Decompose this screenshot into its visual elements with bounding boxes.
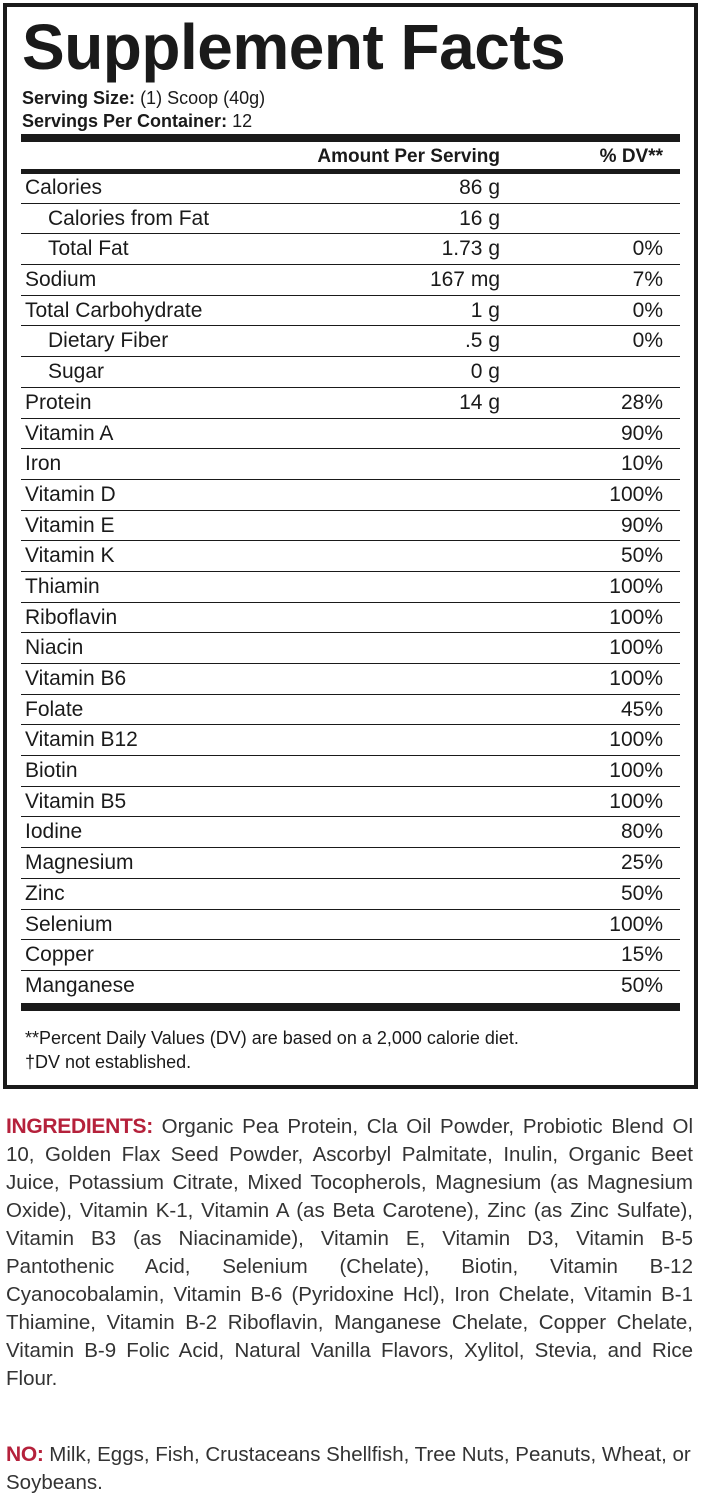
nutrient-name: Iodine [25, 820, 83, 844]
table-row [21, 971, 680, 1001]
nutrient-dv: 50% [620, 544, 663, 568]
nutrient-amount: 167 mg [429, 268, 500, 292]
table-row [21, 265, 680, 296]
panel-title: Supplement Facts [22, 11, 566, 83]
supplement-facts-panel [3, 3, 698, 1089]
nutrient-name: Sodium [25, 268, 97, 292]
table-row [21, 879, 680, 910]
nutrient-dv: 100% [609, 728, 663, 752]
nutrient-dv: 100% [609, 574, 663, 598]
nutrient-name: Selenium [25, 912, 113, 936]
nutrient-amount: 14 g [459, 390, 500, 414]
table-row [21, 910, 680, 941]
table-row [21, 695, 680, 726]
nutrient-name: Vitamin B6 [25, 667, 127, 690]
nutrient-dv: 7% [632, 268, 663, 292]
nutrient-name: Protein [25, 390, 92, 414]
table-row [21, 326, 680, 357]
nutrient-name: Sugar [48, 360, 105, 384]
divider-thick-bottom [21, 1003, 680, 1011]
nutrient-name: Magnesium [25, 851, 134, 875]
table-row [21, 633, 680, 664]
nutrient-name: Thiamin [25, 574, 100, 598]
nutrient-dv: 45% [620, 697, 663, 721]
allergen-text: Milk, Eggs, Fish, Crustaceans Shellfish, Tree Nuts, Peanuts, Wheat, or Soybeans. [6, 1443, 691, 1494]
servings-label: Servings Per Container: [22, 111, 228, 131]
nutrient-dv: 80% [620, 820, 663, 844]
table-row [21, 756, 680, 787]
table-row [21, 419, 680, 450]
nutrient-dv: 28% [620, 390, 663, 414]
nutrient-name: Vitamin A [25, 421, 114, 445]
nutrient-name: Vitamin B5 [25, 789, 127, 813]
nutrient-dv: 10% [620, 452, 663, 476]
nutrient-dv: 50% [620, 973, 663, 997]
table-row [21, 940, 680, 971]
table-row [21, 480, 680, 511]
nutrient-dv: 90% [620, 513, 663, 537]
footnote-dv: **Percent Daily Values (DV) are based on a 2,000 calorie diet. [25, 1028, 519, 1048]
serving-size [22, 87, 265, 109]
allergen-block [6, 1441, 693, 1497]
allergen-label: NO: [6, 1443, 44, 1466]
nutrient-amount: 1 g [470, 298, 500, 322]
nutrient-amount: 1.73 g [441, 237, 500, 261]
nutrient-name: Iron [25, 452, 62, 476]
nutrient-name: Vitamin E [25, 513, 115, 537]
nutrient-name: Riboflavin [25, 605, 118, 629]
nutrient-name: Total Carbohydrate [25, 298, 203, 322]
nutrient-dv: 100% [609, 912, 663, 936]
nutrient-name: Manganese [25, 973, 135, 997]
nutrient-dv: 100% [609, 636, 663, 660]
nutrient-name: Calories [25, 176, 103, 199]
table-row [21, 449, 680, 480]
nutrient-dv: 100% [609, 605, 663, 629]
divider-thick-top [21, 134, 680, 142]
table-row [21, 603, 680, 634]
table-row [21, 173, 680, 204]
table-row [21, 234, 680, 265]
header-amount: Amount Per Serving [317, 146, 500, 167]
table-row [21, 572, 680, 603]
nutrient-amount: 86 g [459, 176, 500, 199]
nutrient-dv: 25% [620, 851, 663, 875]
table-row [21, 725, 680, 756]
nutrient-name: Calories from Fat [48, 206, 210, 230]
nutrient-name: Copper [25, 943, 94, 967]
servings-per-container [22, 110, 252, 132]
nutrient-name: Vitamin B12 [25, 728, 138, 752]
table-row [21, 511, 680, 542]
nutrient-dv: 0% [632, 329, 663, 353]
nutrient-name: Niacin [25, 636, 84, 660]
nutrient-name: Vitamin K [25, 544, 115, 568]
nutrient-name: Vitamin D [25, 482, 116, 506]
table-row [21, 541, 680, 572]
nutrient-table [21, 173, 680, 1001]
nutrient-name: Total Fat [48, 237, 129, 261]
serving-size-label: Serving Size: [22, 88, 136, 108]
table-row [21, 296, 680, 327]
nutrient-amount: 0 g [470, 360, 500, 384]
table-row [21, 204, 680, 235]
footnote-not-established: †DV not established. [25, 1052, 192, 1072]
nutrient-amount: 16 g [459, 206, 500, 230]
table-row [21, 357, 680, 388]
servings-value: 12 [232, 111, 253, 131]
nutrient-dv: 100% [609, 667, 663, 690]
nutrient-dv: 15% [620, 943, 663, 967]
table-row [21, 388, 680, 419]
serving-size-value: (1) Scoop (40g) [140, 88, 266, 108]
nutrient-name: Zinc [25, 881, 65, 905]
nutrient-dv: 100% [609, 759, 663, 783]
nutrient-amount: .5 g [464, 329, 500, 353]
table-header [21, 145, 680, 169]
nutrient-name: Biotin [25, 759, 78, 783]
table-row [21, 817, 680, 848]
nutrient-dv: 100% [609, 789, 663, 813]
table-row [21, 787, 680, 818]
nutrient-dv: 0% [632, 237, 663, 261]
table-row [21, 664, 680, 695]
nutrient-dv: 90% [620, 421, 663, 445]
nutrient-dv: 100% [609, 482, 663, 506]
table-row [21, 848, 680, 879]
ingredients-block [6, 1113, 693, 1393]
nutrient-name: Dietary Fiber [48, 329, 169, 353]
ingredients-label: INGREDIENTS: [6, 1115, 153, 1138]
nutrient-name: Folate [25, 697, 84, 721]
ingredients-text: Organic Pea Protein, Cla Oil Powder, Probiotic Blend Ol 10, Golden Flax Seed Powder, Ascorbyl Palmitate, Inulin, Organic Beet Juice, Potassium Citrate, Mixed Tocopherols, Magnesium (as Magnesium Oxide), Vitamin K-1, Vitamin A (as Beta Carotene), Zinc (as Zinc Sulfate), Vitamin B3 (as Niacinamide), Vitamin E, Vitamin D3, Vitamin B-5 Pantothenic Acid, Selenium (Chelate), Biotin, Vitamin B-12 Cyanocobalamin, Vitamin B-6 (Pyridoxine Hcl), Iron Chelate, Vitamin B-1 Thiamine, Vitamin B-2 Riboflavin, Manganese Chelate, Copper Chelate, Vitamin B-9 Folic Acid, Natural Vanilla Flavors, Xylitol, Stevia, and Rice Flour. [6, 1115, 693, 1390]
nutrient-dv: 0% [632, 298, 663, 322]
nutrient-dv: 50% [620, 881, 663, 905]
header-dv: % DV** [599, 146, 663, 167]
